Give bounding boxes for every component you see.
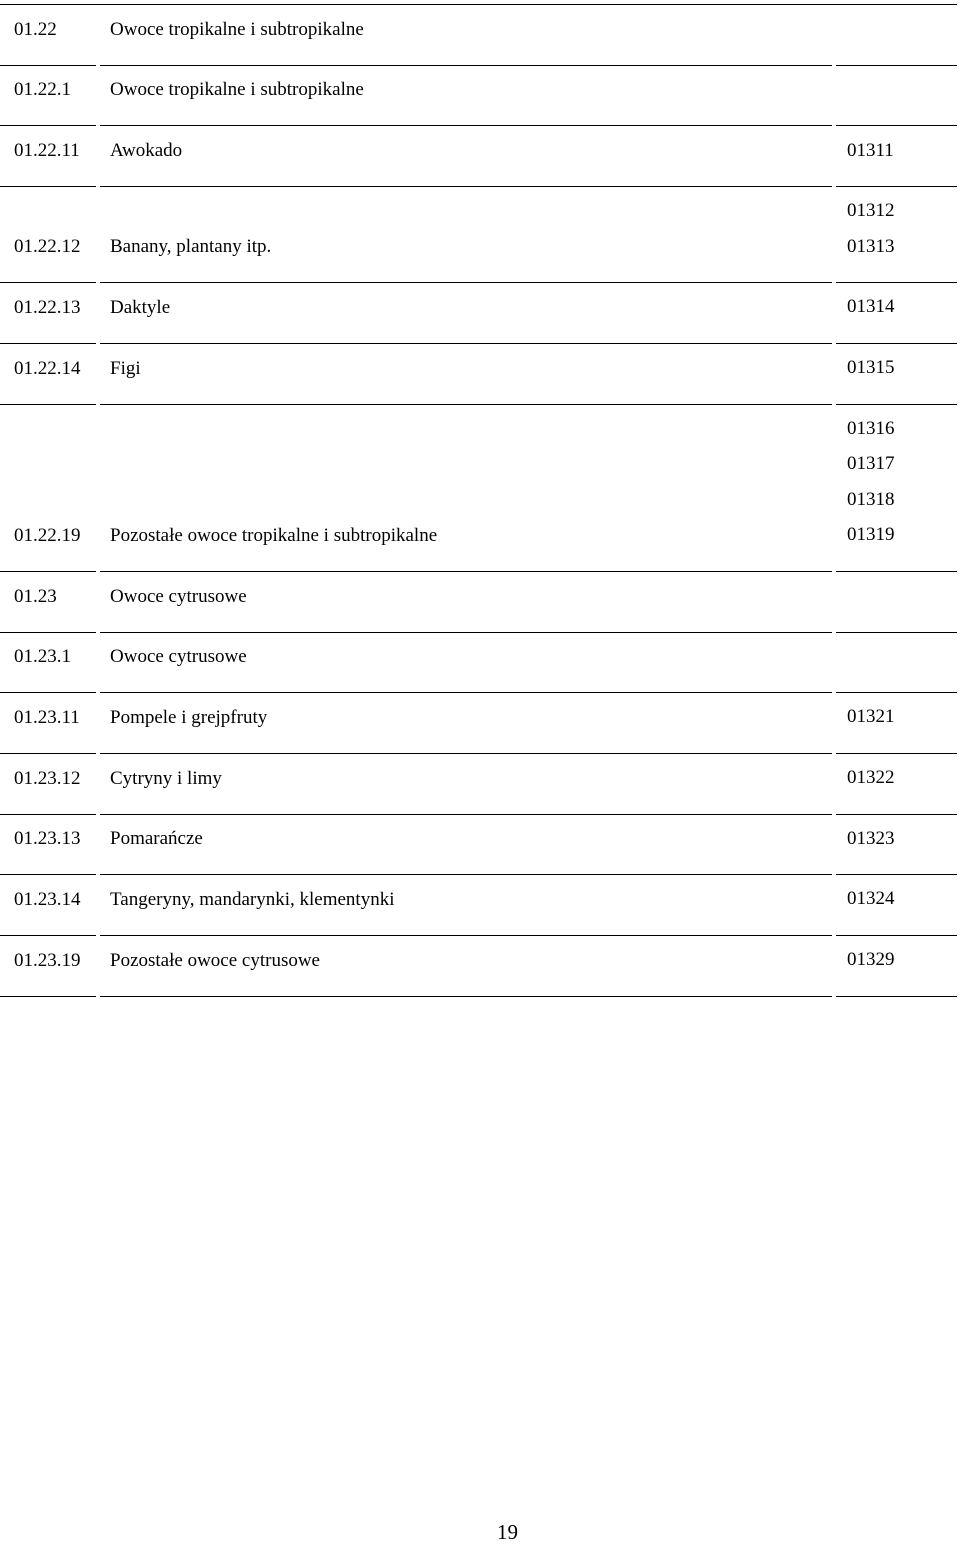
row-name: Owoce tropikalne i subtropikalne (110, 18, 364, 40)
row-name: Pomarańcze (110, 828, 203, 850)
row-name: Owoce cytrusowe (110, 646, 247, 668)
table-row (0, 754, 957, 815)
table-row (0, 405, 957, 572)
row-code: 01.23.13 (14, 828, 81, 850)
coicop-code: 01322 (847, 767, 895, 789)
coicop-code: 01329 (847, 949, 895, 971)
row-code: 01.22.14 (14, 357, 81, 379)
table-row (0, 344, 957, 405)
table-row (0, 126, 957, 187)
coicop-code: 01318 (847, 488, 895, 510)
row-code: 01.23.1 (14, 646, 71, 668)
row-name: Pompele i grejpfruty (110, 706, 268, 728)
row-name: Awokado (110, 140, 183, 162)
coicop-code: 01313 (847, 235, 895, 257)
coicop-code: 01321 (847, 706, 895, 728)
row-coicop-codes (847, 289, 895, 325)
row-name: Pozostałe owoce cytrusowe (110, 949, 320, 971)
coicop-code: 01319 (847, 524, 895, 546)
row-coicop-codes (847, 821, 895, 857)
coicop-code: 01323 (847, 827, 895, 849)
table-row (0, 187, 957, 283)
row-coicop-codes (847, 411, 895, 553)
row-coicop-codes (847, 133, 894, 169)
row-code: 01.23 (14, 585, 57, 607)
row-code: 01.22.19 (14, 524, 81, 546)
row-coicop-codes (847, 881, 895, 917)
row-code: 01.22.12 (14, 236, 81, 258)
row-code: 01.22.11 (14, 140, 80, 162)
row-code: 01.22.13 (14, 296, 81, 318)
row-coicop-codes (847, 699, 895, 735)
row-code: 01.23.19 (14, 949, 81, 971)
table-row (0, 66, 957, 127)
row-name: Tangeryny, mandarynki, klementynki (110, 888, 395, 910)
row-name: Pozostałe owoce tropikalne i subtropikalne (110, 524, 438, 546)
row-name: Owoce tropikalne i subtropikalne (110, 79, 364, 101)
row-code: 01.23.12 (14, 767, 81, 789)
table-row (0, 5, 957, 66)
row-coicop-codes (847, 193, 895, 264)
table-row (0, 633, 957, 694)
coicop-code: 01324 (847, 888, 895, 910)
row-code: 01.23.11 (14, 706, 80, 728)
table-row (0, 815, 957, 876)
row-coicop-codes (847, 942, 895, 978)
row-name: Daktyle (110, 296, 171, 318)
table-row (0, 572, 957, 633)
coicop-code: 01316 (847, 417, 895, 439)
row-coicop-codes (847, 350, 895, 386)
row-code: 01.23.14 (14, 888, 81, 910)
row-name: Cytryny i limy (110, 767, 222, 789)
row-coicop-codes (847, 760, 895, 796)
coicop-code: 01312 (847, 200, 895, 222)
table-row (0, 693, 957, 754)
table-row (0, 283, 957, 344)
coicop-code: 01311 (847, 139, 894, 161)
table-row (0, 875, 957, 936)
coicop-code: 01317 (847, 453, 895, 475)
row-name: Figi (110, 357, 141, 379)
row-name: Owoce cytrusowe (110, 585, 247, 607)
coicop-code: 01315 (847, 357, 895, 379)
coicop-code: 01314 (847, 296, 895, 318)
row-name: Banany, plantany itp. (110, 236, 272, 258)
classification-table (0, 4, 957, 997)
page-number: 19 (497, 1520, 518, 1544)
row-code: 01.22 (14, 18, 57, 40)
table-row (0, 936, 957, 997)
row-code: 01.22.1 (14, 79, 71, 101)
